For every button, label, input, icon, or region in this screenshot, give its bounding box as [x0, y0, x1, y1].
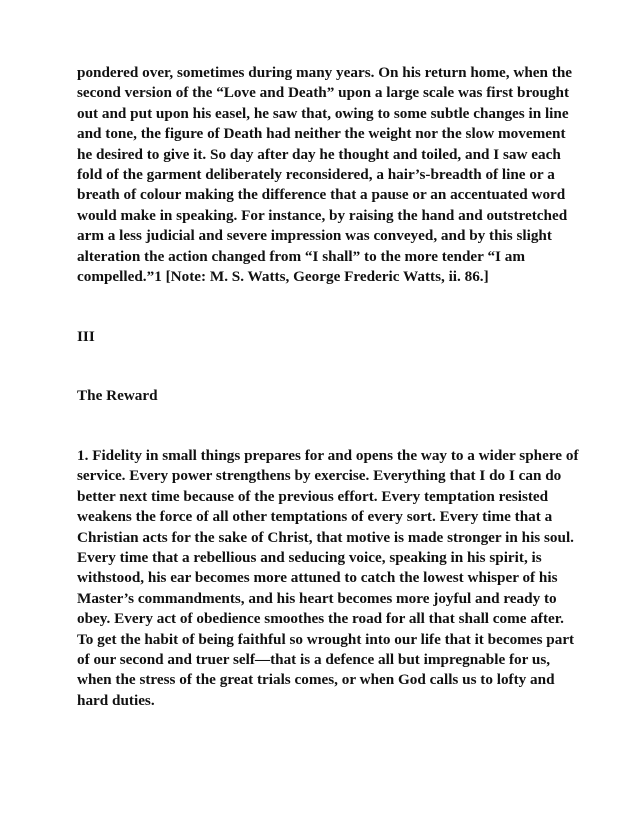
text-line: arm a less judicial and severe impression was conveyed, and by this slight [77, 227, 552, 245]
text-line: Christian acts for the sake of Christ, that motive is made stronger in his soul. [77, 528, 574, 546]
text-line: and tone, the figure of Death had neither the weight nor the slow movement [77, 125, 566, 143]
text-line: second version of the “Love and Death” upon a large scale was first brought [77, 84, 570, 102]
text-line: withstood, his ear becomes more attuned to catch the lowest whisper of his [77, 569, 558, 587]
text-line: obey. Every act of obedience smoothes the road for all that shall come after. [77, 610, 564, 628]
text-line: Master’s commandments, and his heart becomes more joyful and ready to [77, 589, 557, 607]
text-line: compelled.”1 [Note: M. S. Watts, George Frederic Watts, ii. 86.] [77, 268, 489, 286]
text-line: Every time that a rebellious and seducing voice, speaking in his spirit, is [77, 549, 542, 567]
text-line: To get the habit of being faithful so wrought into our life that it becomes part [77, 630, 575, 648]
opening-paragraph [77, 63, 577, 287]
text-line: hard duties. [77, 691, 155, 709]
text-line: better next time because of the previous effort. Every temptation resisted [77, 487, 549, 505]
text-line: would make in speaking. For instance, by raising the hand and outstretched [77, 206, 568, 224]
section-title: The Reward [77, 387, 158, 404]
text-line: weakens the force of all other temptations of every sort. Every time that a [77, 508, 553, 526]
text-line: breath of colour making the difference that a pause or an accentuated word [77, 186, 566, 204]
document-page [77, 63, 579, 709]
text-line: out and put upon his easel, he saw that, owing to some subtle changes in line [77, 104, 569, 122]
text-line: alteration the action changed from “I shall” to the more tender “I am [77, 247, 525, 265]
text-line: when the stress of the great trials comes, or when God calls us to lofty and [77, 671, 555, 689]
text-line: pondered over, sometimes during many years. On his return home, when the [77, 64, 573, 81]
text-line: he desired to give it. So day after day he thought and toiled, and I saw each [77, 145, 561, 163]
text-line: of our second and truer self—that is a defence all but impregnable for us, [77, 651, 551, 669]
closing-paragraph [77, 446, 577, 711]
text-line: service. Every power strengthens by exercise. Everything that I do I can do [77, 467, 562, 485]
text-line: 1. Fidelity in small things prepares for and opens the way to a wider sphere of [77, 447, 579, 464]
text-line: fold of the garment deliberately reconsidered, a hair’s-breadth of line or a [77, 166, 555, 184]
section-numeral: III [77, 328, 95, 345]
